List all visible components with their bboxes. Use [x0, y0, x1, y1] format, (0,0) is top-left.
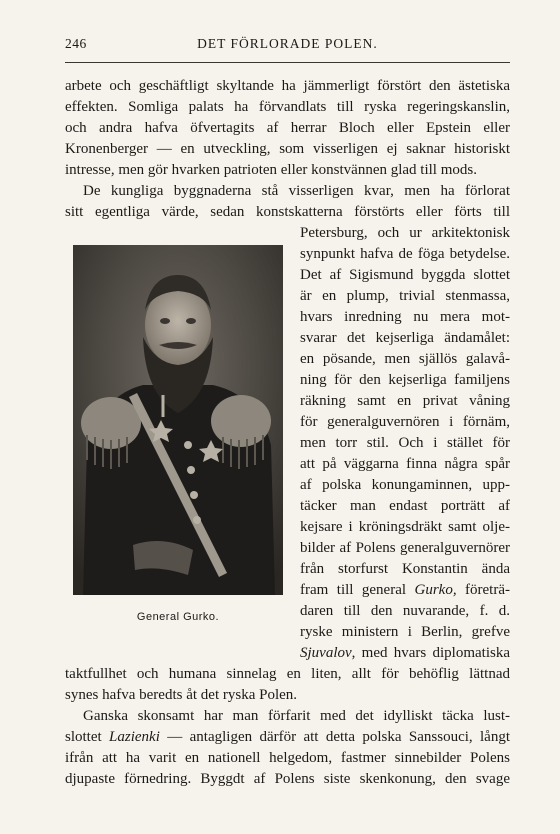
text-span: , med hvars diplomatiska: [351, 645, 510, 661]
text-line: synes hafva beredts åt det ryska Polen.: [65, 687, 298, 703]
text-line: Ganska skonsamt har man förfarit med det idylliskt täcka lust-: [83, 708, 510, 724]
text-span: slottet: [65, 729, 110, 745]
text-line: De kungliga byggnaderna stå visserligen kvar, men ha förlorat: [83, 183, 510, 199]
italic-name-sjuvalov: Sjuvalov: [300, 645, 352, 661]
page-header: [65, 36, 510, 56]
text-line: sitt egentliga värde, sedan konstskatterna förstörts eller förts till: [65, 204, 510, 220]
text-span: företrä-: [456, 582, 510, 598]
text-span: — antagligen därför att detta polska Sanssouci, långt: [159, 729, 511, 745]
page-number: 246: [65, 36, 87, 51]
text-line: täcker man endast porträtt af: [300, 498, 510, 514]
text-line: [300, 580, 510, 601]
text-line: ryske ministern i Berlin, grefve: [300, 624, 510, 640]
text-line: intresse, men gör hvarken patrioten eller konstvännen glad till mods.: [65, 162, 477, 178]
text-line: svarar det kejserliga ändamålet:: [300, 330, 510, 346]
text-line: synpunkt hafva de föga betydelse.: [300, 246, 510, 262]
header-rule: [65, 62, 510, 63]
text-line: men torr stil. Och i stället för: [300, 435, 510, 451]
text-line: djupaste förnedring. Byggdt af Polens siste skenkonung, den svage: [65, 771, 510, 787]
text-line: af polska konungaminnen, upp-: [300, 477, 510, 493]
text-line: [65, 727, 510, 748]
text-line: hvars inredning nu mera mot-: [300, 309, 510, 325]
italic-name-lazienki: Lazienki: [109, 729, 160, 745]
text-line: en pösande, men själlös galavå-: [300, 351, 510, 367]
text-line: för generalguvernören i förnäm,: [300, 414, 510, 430]
text-line: ifrån att ha varit en nationell helgedom, fastmer sinnebilder Polens: [65, 750, 510, 766]
text-line: effekten. Somliga palats ha förvandlats till ryska regeringskanslin,: [65, 99, 510, 115]
text-line: Kronenberger — en utveckling, som visserligen ej saknar historiskt: [65, 141, 510, 157]
text-line: [300, 643, 510, 664]
text-line: Det af Sigismund byggda slottet: [300, 267, 510, 283]
text-line: arbete och geschäftligt skyltande ha jämmerligt förstört den ästetiska: [65, 78, 510, 94]
text-line: är en plump, trivial stenmassa,: [300, 288, 510, 304]
portrait-figure: [73, 245, 283, 595]
text-line: från storfurst Konstantin ända: [300, 561, 510, 577]
text-line: kejsare i kröningsdräkt samt olje-: [300, 519, 510, 535]
text-line: och andra hafva öfvertagits af herrar Bloch eller Epstein eller: [65, 120, 510, 136]
text-line: taktfullhet och humana sinnelag en liten, allt för behöflig lättnad: [65, 666, 510, 682]
portrait-illustration: [73, 245, 283, 595]
text-span: fram till general: [300, 582, 415, 598]
italic-name-gurko: Gurko,: [414, 582, 457, 598]
text-line: räkning samt en privat våning: [300, 393, 510, 409]
text-line: bilder af Polens generalguvernörer: [300, 540, 510, 556]
figure-caption: General Gurko.: [136, 611, 220, 623]
text-line: ning för den kejserliga familjens: [300, 372, 510, 388]
text-line: att på väggarna finna några spår: [300, 456, 510, 472]
running-head: DET FÖRLORADE POLEN.: [197, 36, 378, 51]
text-line: daren till den nuvarande, f. d.: [300, 603, 510, 619]
text-line: Petersburg, och ur arkitektonisk: [300, 225, 510, 241]
